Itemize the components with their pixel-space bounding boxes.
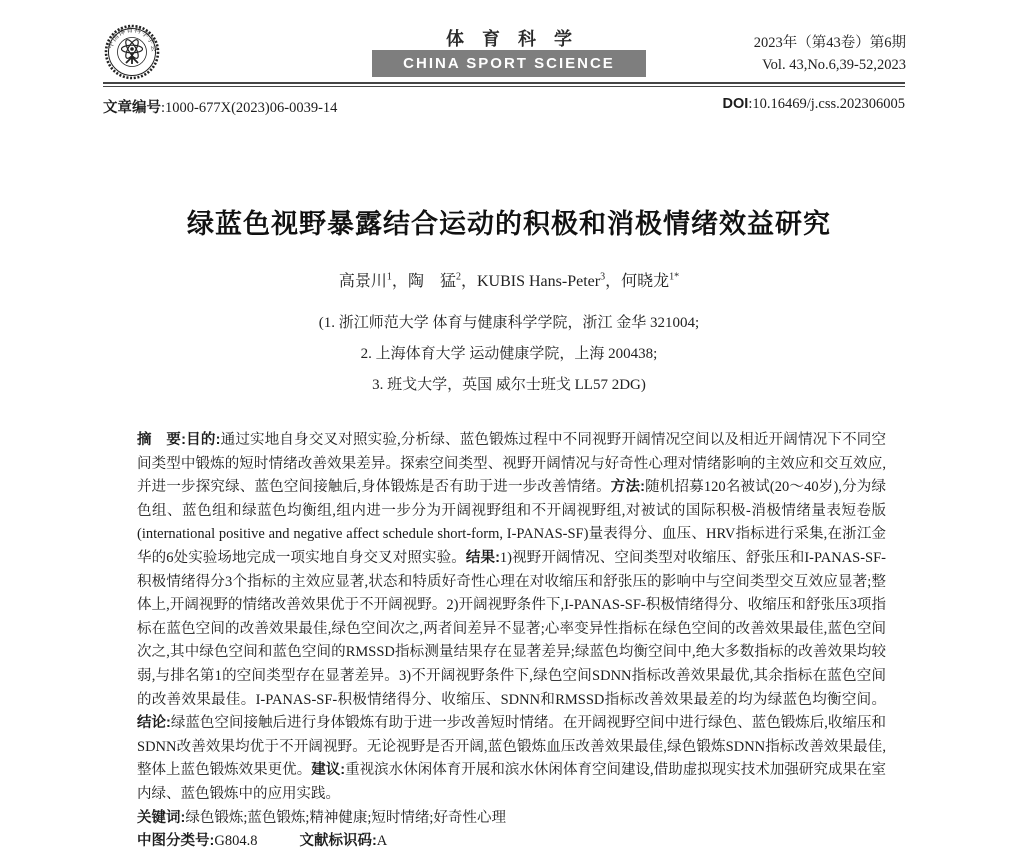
article-number-value: :1000-677X(2023)06-0039-14 [161, 100, 338, 116]
abstract-block [137, 429, 886, 854]
doi-label: DOI [722, 96, 749, 112]
author-name: KUBIS Hans-Peter [476, 273, 601, 290]
conclusion-label: 结论: [137, 715, 171, 732]
header-divider [103, 82, 905, 87]
author-sup: 1* [669, 271, 680, 283]
author-name: 陶 猛 [407, 273, 456, 290]
classification-line [137, 830, 886, 854]
affiliation-line: 3. 班戈大学，英国 威尔士班戈 LL57 2DG) [372, 377, 646, 393]
issue-line-cn: 2023年（第43卷）第6期 [753, 35, 906, 51]
issue-info [754, 32, 906, 76]
objective-text: 通过实地自身交叉对照实验,分析绿、蓝色锻炼过程中不同视野开阔情况空间以及相近开阔情况下不同空间类型中锻炼的短时情绪改善效果差异。探索空间类型、视野开阔情况与好奇性心理对情绪影响的主效应和交互效应,并进一步探究绿、蓝色空间接触后,身体锻炼是否有助于进一步改善情绪。 [137, 432, 886, 496]
doi-value: :10.16469/j.css.202306005 [748, 96, 905, 112]
affiliations [0, 308, 1018, 401]
abstract-label: 摘 要: [137, 432, 186, 448]
author-name: 何晓龙 [621, 273, 670, 290]
keywords-line [137, 807, 886, 831]
author-sup: 2 [455, 271, 461, 283]
author-separator: ， [460, 273, 477, 290]
journal-title-en-banner: CHINA SPORT SCIENCE [372, 50, 646, 77]
affiliation-line: 2. 上海体育大学 运动健康学院，上海 200438; [360, 346, 658, 362]
results-label: 结果: [465, 549, 500, 566]
author-sup: 1 [386, 271, 392, 283]
paper-title: 绿蓝色视野暴露结合运动的积极和消极情绪效益研究 [187, 209, 831, 239]
doi [723, 96, 905, 117]
conclusion-text: 绿蓝色空间接触后进行身体锻炼有助于进一步改善短时情绪。在开阔视野空间中进行绿色、蓝色锻炼后,收缩压和SDNN改善效果均优于不开阔视野。无论视野是否开阔,蓝色锻炼血压改善效果最佳,绿色锻炼SDNN指标改善效果最佳,整体上蓝色锻炼效果更优。 [137, 715, 886, 779]
suggestion-text: 重视滨水休闲体育开展和滨水休闲体育空间建设,借助虚拟现实技术加强研究成果在室内绿、蓝色锻炼中的应用实践。 [137, 762, 887, 802]
journal-title-cn: 体育科学 [446, 29, 590, 49]
author [408, 273, 477, 290]
abstract-paragraph [137, 429, 886, 807]
author-name: 高景川 [338, 273, 387, 290]
article-meta-row [103, 96, 905, 117]
author [339, 273, 408, 290]
keywords-text: 绿色锻炼;蓝色锻炼;精神健康;短时情绪;好奇性心理 [185, 809, 506, 826]
authors-line [0, 268, 1018, 291]
suggestion-label: 建议: [311, 762, 346, 779]
author-separator: ， [391, 273, 408, 290]
logo-ring-text: 中国体育科学学会 [106, 25, 159, 53]
author-sup: 3 [600, 271, 606, 283]
objective-label: 目的: [185, 432, 221, 448]
author-separator: ， [605, 273, 622, 290]
clc-value: G804.8 [214, 833, 258, 850]
author [477, 273, 621, 290]
author [621, 273, 679, 290]
keywords-label: 关键词: [137, 809, 186, 826]
methods-text: 随机招募120名被试(20～40岁),分为绿色组、蓝色组和绿蓝色均衡组,组内进一步分为开阔视野组和不开阔视野组,对被试的国际积极-消极情绪量表短卷版(international positive and negative affect schedule short-form, I-PANAS-SF)量表得分、血压、HRV指标进行采集,在浙江金华的6处实验场地完成一项实地自身交叉对照实验。 [137, 479, 886, 566]
issue-line-en: Vol. 43,No.6,39-52,2023 [762, 57, 906, 73]
clc-label: 中图分类号: [137, 833, 215, 850]
article-number [103, 96, 337, 117]
article-number-label: 文章编号 [103, 100, 161, 116]
document-code-label: 文献标识码: [299, 833, 377, 850]
results-text: 1)视野开阔情况、空间类型对收缩压、舒张压和I-PANAS-SF-积极情绪得分3个指标的主效应显著,状态和特质好奇性心理在对收缩压和舒张压的影响中与空间类型交互效应显著;整体上,开阔视野的情绪改善效果优于不开阔视野。2)开阔视野条件下,I-PANAS-SF-积极情绪得分、收缩压和舒张压3项指标在蓝色空间的改善效果最佳,绿色空间次之,两者间差异不显著;心率变异性指标在绿色空间的改善效果最佳,蓝色空间次之,其中绿色空间和蓝色空间的RMSSD指标测量结果存在显著差异;绿蓝色均衡空间中,绝大多数指标的改善效果均较弱,与排名第1的空间类型存在显著差异。3)不开阔视野条件下,绿色空间SDNN指标改善效果最优,其余指标在蓝色空间的改善效果最佳。I-PANAS-SF-积极情绪得分、收缩压、SDNN和RMSSD指标改善效果最差的均为绿蓝色均衡空间。 [137, 549, 886, 708]
document-code-value: A [376, 833, 388, 850]
methods-label: 方法: [610, 479, 645, 496]
affiliation-line: (1. 浙江师范大学 体育与健康科学学院，浙江 金华 321004; [318, 315, 700, 331]
